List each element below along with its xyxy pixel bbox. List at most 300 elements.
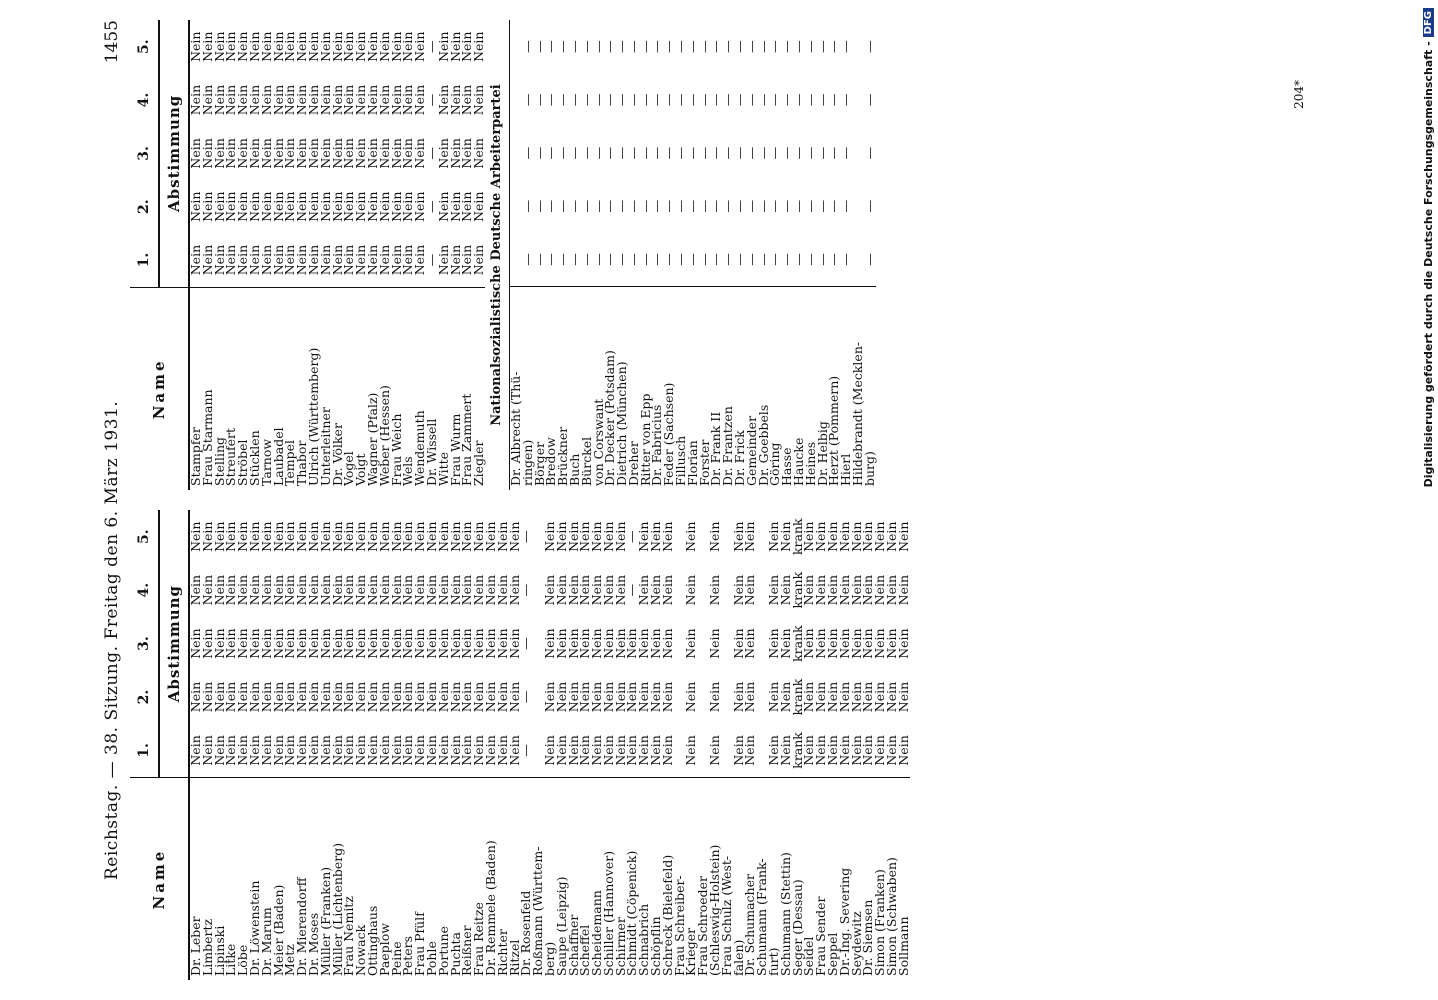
member-name: Frau Schroeder <box>697 778 709 980</box>
vote-cell: Nein <box>659 735 675 766</box>
vote-cell: — <box>543 40 559 53</box>
vote-cell: Nein <box>423 628 439 659</box>
table-row <box>864 20 876 490</box>
vote-cell: — <box>708 93 724 107</box>
vote-cell: Nein <box>447 681 463 713</box>
member-name: Dr. Siemsen <box>862 778 874 980</box>
member-name: Reißner <box>461 778 473 980</box>
vote-cell: Nein <box>884 735 900 766</box>
vote-cell: Nein <box>801 628 817 659</box>
member-name: Florian <box>687 287 699 490</box>
member-name: Tempel <box>284 287 296 490</box>
member-name: Dr.-Ing. Severing <box>839 778 851 980</box>
vote-cell: Nein <box>600 521 616 552</box>
vote-cell: Nein <box>329 681 345 713</box>
vote-cell: Nein <box>294 681 310 713</box>
vote-cell: Nein <box>235 521 251 552</box>
vote-cell: Nein <box>353 574 369 606</box>
member-name: Dr. Fabricius <box>651 287 663 490</box>
vote-cell: Nein <box>742 681 758 713</box>
vote-cell: Nein <box>246 138 262 169</box>
vote-cell: — <box>732 40 748 53</box>
vote-cell: — <box>767 253 783 266</box>
vote-cell: Nein <box>199 138 215 169</box>
vote-cell: — <box>531 253 547 266</box>
vote-cell: Nein <box>211 84 227 116</box>
member-name: Roßmann (Württem- <box>532 778 544 980</box>
vote-cell: — <box>578 253 594 266</box>
vote-cell: Nein <box>612 735 628 766</box>
vote-cell: Nein <box>376 628 392 659</box>
vote-cell: Nein <box>235 138 251 169</box>
vote-cell: Nein <box>282 31 298 62</box>
vote-cell: Nein <box>447 138 463 169</box>
member-name: Dr. Völker <box>332 287 344 490</box>
vote-cell: — <box>625 40 641 53</box>
vote-cell: Nein <box>459 628 475 659</box>
vote-cell: Nein <box>459 521 475 552</box>
member-name: Hierl <box>840 287 852 490</box>
vote-cell: — <box>614 253 630 266</box>
vote-cell: Nein <box>294 138 310 169</box>
vote-cell: krank <box>789 732 805 769</box>
member-name: Stampfer <box>189 287 202 490</box>
vote-cell: Nein <box>766 521 782 552</box>
vote-cell: Nein <box>412 521 428 552</box>
vote-cell: Nein <box>400 191 416 222</box>
vote-cell: Nein <box>294 31 310 62</box>
vote-cell: Nein <box>577 681 593 713</box>
vote-cell: Nein <box>341 84 357 116</box>
vote-cell: — <box>814 253 830 266</box>
vote-cell: Nein <box>659 628 675 659</box>
vote-cell: Nein <box>435 574 451 606</box>
vote-cell: Nein <box>388 628 404 659</box>
vote-cell: — <box>590 93 606 107</box>
member-name: Frau Sender <box>815 778 827 980</box>
member-name: Ulrich (Württemberg) <box>308 287 320 490</box>
vote-cell: Nein <box>589 574 605 606</box>
vote-cell: — <box>590 146 606 160</box>
vote-cell: — <box>423 93 439 107</box>
vote-cell: Nein <box>235 191 251 222</box>
col-header-1: 1. <box>130 233 159 287</box>
vote-cell: Nein <box>317 681 333 713</box>
vote-cell: — <box>755 253 771 266</box>
vote-cell: Nein <box>707 681 723 713</box>
vote-cell: Nein <box>258 191 274 222</box>
col-header-3: 3. <box>130 127 159 180</box>
vote-cell: Nein <box>471 244 487 276</box>
vote-cell: Nein <box>294 574 310 606</box>
vote-cell: Nein <box>447 191 463 222</box>
vote-cell: — <box>602 253 618 266</box>
member-name: Dr. Frank II <box>710 287 722 490</box>
vote-cell: Nein <box>199 681 215 713</box>
vote-cell: Nein <box>223 681 239 713</box>
vote-table-nsdap <box>509 20 876 490</box>
vote-cell: Nein <box>211 138 227 169</box>
member-name: burg) <box>864 287 876 490</box>
vote-cell: Nein <box>836 574 852 606</box>
vote-cell: Nein <box>471 84 487 116</box>
vote-cell: Nein <box>412 31 428 62</box>
member-name: Dr. Rosenfeld <box>520 778 532 980</box>
vote-cell: Nein <box>400 84 416 116</box>
vote-cell: Nein <box>836 735 852 766</box>
vote-cell: Nein <box>813 628 829 659</box>
vote-cell: — <box>543 93 559 107</box>
member-name: Brückner <box>557 287 569 490</box>
vote-cell: — <box>708 146 724 160</box>
vote-cell: Nein <box>730 735 746 766</box>
vote-cell: — <box>767 200 783 213</box>
vote-cell: Nein <box>801 521 817 552</box>
vote-cell: Nein <box>282 735 298 766</box>
member-name: Seidel <box>803 778 815 980</box>
member-name: Nowack <box>355 778 367 980</box>
vote-cell: — <box>696 146 712 160</box>
member-name: Schöpflin <box>650 778 662 980</box>
vote-cell: Nein <box>412 138 428 169</box>
vote-cell: Nein <box>270 735 286 766</box>
vote-cell: Nein <box>506 521 522 552</box>
vote-cell: Nein <box>211 31 227 62</box>
vote-cell: Nein <box>294 735 310 766</box>
member-name: Dr. Albrecht (Thü- <box>509 287 521 490</box>
vote-cell: Nein <box>777 681 793 713</box>
member-name: Vogel <box>343 287 355 490</box>
member-name: Schaffner <box>568 778 580 980</box>
vote-cell: Nein <box>707 628 723 659</box>
member-name: Wels <box>402 287 414 490</box>
vote-cell: — <box>673 40 689 53</box>
vote-cell: Nein <box>848 574 864 606</box>
member-name: Ströbel <box>237 287 249 490</box>
vote-cell: — <box>779 253 795 266</box>
vote-cell: Nein <box>565 681 581 713</box>
member-name: berg) <box>544 778 556 980</box>
vote-cell: Nein <box>648 681 664 713</box>
vote-cell: — <box>708 200 724 213</box>
vote-cell: Nein <box>199 574 215 606</box>
vote-cell: Nein <box>258 138 274 169</box>
vote-cell: — <box>861 40 877 53</box>
vote-cell: Nein <box>777 521 793 552</box>
member-name: Voigt <box>355 287 367 490</box>
member-name: Stelling <box>214 287 226 490</box>
vote-cell: Nein <box>211 574 227 606</box>
vote-cell: Nein <box>766 628 782 659</box>
vote-cell: Nein <box>553 574 569 606</box>
vote-cell: Nein <box>553 628 569 659</box>
vote-cell: Nein <box>447 84 463 116</box>
vote-cell: Nein <box>341 31 357 62</box>
vote-cell: Nein <box>400 574 416 606</box>
vote-cell: Nein <box>742 521 758 552</box>
vote-cell: Nein <box>423 574 439 606</box>
vote-cell: Nein <box>589 681 605 713</box>
vote-cell: Nein <box>471 31 487 62</box>
vote-cell: Nein <box>270 628 286 659</box>
member-name: Dr. Löwenstein <box>249 778 261 980</box>
vote-cell: Nein <box>506 574 522 606</box>
vote-cell: Nein <box>553 735 569 766</box>
vote-cell: — <box>779 146 795 160</box>
vote-cell: Nein <box>435 521 451 552</box>
vote-cell: — <box>732 146 748 160</box>
vote-cell: — <box>838 40 854 53</box>
vote-cell: Nein <box>412 735 428 766</box>
vote-cell: — <box>755 40 771 53</box>
vote-cell: — <box>838 253 854 266</box>
member-name: Forster <box>699 287 711 490</box>
vote-cell: Nein <box>506 628 522 659</box>
member-name: Schumann (Stettin) <box>780 778 792 980</box>
vote-cell: — <box>543 146 559 160</box>
vote-cell: Nein <box>305 31 321 62</box>
vote-cell: Nein <box>235 681 251 713</box>
vote-cell: — <box>743 146 759 160</box>
vote-cell: Nein <box>341 244 357 276</box>
vote-cell: — <box>555 200 571 213</box>
vote-cell: Nein <box>447 521 463 552</box>
vote-cell: Nein <box>459 191 475 222</box>
vote-cell: Nein <box>376 84 392 116</box>
col-header-5: 5. <box>130 510 159 563</box>
vote-cell: Nein <box>317 138 333 169</box>
vote-cell: Nein <box>577 521 593 552</box>
vote-cell: Nein <box>742 735 758 766</box>
member-name: Schiller (Hannover) <box>603 778 615 980</box>
vote-cell: Nein <box>305 191 321 222</box>
vote-cell: — <box>566 146 582 160</box>
member-name: Frau Pfülf <box>414 778 426 980</box>
vote-cell: Nein <box>624 681 640 713</box>
member-name: (Schleswig-Holstein) <box>709 778 721 980</box>
vote-cell: — <box>732 93 748 107</box>
member-name: Fillusch <box>675 287 687 490</box>
col-header-4: 4. <box>130 563 159 616</box>
member-name: Stücklen <box>249 287 261 490</box>
vote-cell: — <box>838 146 854 160</box>
vote-cell: Nein <box>400 628 416 659</box>
vote-cell: — <box>566 93 582 107</box>
member-name: Peine <box>391 778 403 980</box>
vote-cell: — <box>767 93 783 107</box>
vote-cell: Nein <box>541 521 557 552</box>
vote-cell: Nein <box>895 735 911 766</box>
vote-cell: Nein <box>223 84 239 116</box>
member-name: furt) <box>768 778 780 980</box>
vote-cell: Nein <box>766 574 782 606</box>
vote-cell: Nein <box>353 681 369 713</box>
vote-cell: Nein <box>317 244 333 276</box>
vote-cell: — <box>423 40 439 53</box>
vote-cell: Nein <box>188 191 203 222</box>
member-name: Streufert <box>225 287 237 490</box>
vote-cell: Nein <box>435 138 451 169</box>
vote-cell: Nein <box>494 521 510 552</box>
member-name: Unterleitner <box>320 287 332 490</box>
vote-cell: Nein <box>400 244 416 276</box>
vote-cell: Nein <box>235 574 251 606</box>
vote-cell: Nein <box>376 31 392 62</box>
vote-cell: krank <box>789 678 805 716</box>
member-name: Schumann (Frank- <box>756 778 768 980</box>
vote-cell: Nein <box>223 628 239 659</box>
vote-cell: Nein <box>412 191 428 222</box>
vote-cell: krank <box>789 518 805 556</box>
vote-cell: Nein <box>825 735 841 766</box>
member-name: falen) <box>733 778 745 980</box>
member-name: Schreck (Bielefeld) <box>662 778 674 980</box>
member-name: Puchta <box>450 778 462 980</box>
vote-cell: Nein <box>813 574 829 606</box>
vote-cell: — <box>614 40 630 53</box>
vote-cell: — <box>602 146 618 160</box>
vote-cell: Nein <box>895 681 911 713</box>
vote-cell: Nein <box>482 681 498 713</box>
member-name: Dr. Leber <box>189 778 202 980</box>
vote-cell: — <box>519 146 535 160</box>
vote-cell: — <box>423 200 439 213</box>
vote-cell: — <box>519 253 535 266</box>
vote-cell: Nein <box>282 138 298 169</box>
vote-cell: Nein <box>459 681 475 713</box>
vote-cell: Nein <box>329 191 345 222</box>
vote-cell: Nein <box>294 244 310 276</box>
vote-cell: Nein <box>246 191 262 222</box>
vote-cell: Nein <box>577 735 593 766</box>
vote-cell: — <box>602 93 618 107</box>
vote-cell: Nein <box>211 628 227 659</box>
vote-cell: Nein <box>388 574 404 606</box>
vote-cell: — <box>673 93 689 107</box>
vote-cell: Nein <box>884 628 900 659</box>
vote-cell: Nein <box>364 521 380 552</box>
vote-cell: — <box>624 530 640 543</box>
vote-cell: — <box>861 146 877 160</box>
vote-cell: Nein <box>258 244 274 276</box>
vote-cell: Nein <box>388 191 404 222</box>
vote-cell: Nein <box>636 681 652 713</box>
vote-cell: — <box>802 146 818 160</box>
vote-cell: Nein <box>341 735 357 766</box>
vote-cell: Nein <box>848 628 864 659</box>
vote-cell: — <box>518 637 534 650</box>
vote-cell: — <box>779 40 795 53</box>
vote-cell: Nein <box>730 628 746 659</box>
member-name: Tarnow <box>261 287 273 490</box>
name-header: Name <box>130 778 189 980</box>
vote-cell: Nein <box>707 735 723 766</box>
vote-cell: Nein <box>317 628 333 659</box>
vote-cell: Nein <box>825 681 841 713</box>
vote-cell: Nein <box>636 735 652 766</box>
vote-cell: — <box>755 93 771 107</box>
vote-cell: Nein <box>447 628 463 659</box>
vote-cell: Nein <box>400 735 416 766</box>
vote-cell: Nein <box>683 628 699 659</box>
vote-cell: — <box>791 93 807 107</box>
vote-cell: Nein <box>435 84 451 116</box>
vote-cell: Nein <box>353 31 369 62</box>
page-number: 1455 <box>102 20 122 64</box>
vote-cell: — <box>661 93 677 107</box>
vote-cell: Nein <box>223 574 239 606</box>
vote-cell: — <box>743 93 759 107</box>
vote-cell: Nein <box>235 628 251 659</box>
vote-cell: Nein <box>447 244 463 276</box>
vote-cell: Nein <box>447 574 463 606</box>
vote-cell: — <box>791 40 807 53</box>
member-name: Witte <box>438 287 450 490</box>
vote-cell: Nein <box>541 681 557 713</box>
member-name: Löbe <box>237 778 249 980</box>
vote-cell: — <box>590 253 606 266</box>
vote-cell: Nein <box>400 681 416 713</box>
member-name: Dr. Goebbels <box>758 287 770 490</box>
vote-cell: Nein <box>188 244 203 276</box>
vote-cell: Nein <box>353 84 369 116</box>
dfg-logo: DFG <box>1423 8 1434 37</box>
vote-cell: Nein <box>471 574 487 606</box>
vote-cell: — <box>518 690 534 704</box>
vote-cell: Nein <box>270 31 286 62</box>
vote-cell: Nein <box>317 31 333 62</box>
vote-cell: — <box>518 530 534 543</box>
vote-cell: Nein <box>423 681 439 713</box>
vote-cell: — <box>555 253 571 266</box>
vote-cell: Nein <box>364 735 380 766</box>
vote-cell: Nein <box>636 628 652 659</box>
member-name: Frau Weich <box>391 287 403 490</box>
vote-cell: Nein <box>341 191 357 222</box>
vote-cell: Nein <box>895 521 911 552</box>
vote-cell: — <box>531 200 547 213</box>
vote-cell: Nein <box>813 681 829 713</box>
abstimmung-header: Abstimmung <box>159 510 189 778</box>
vote-cell: — <box>566 40 582 53</box>
vote-cell: Nein <box>471 191 487 222</box>
vote-cell: Nein <box>188 628 203 659</box>
member-name: ringen) <box>522 287 534 490</box>
table-row <box>473 20 485 490</box>
vote-cell: Nein <box>353 138 369 169</box>
member-name: Hasse <box>781 287 793 490</box>
vote-cell: — <box>720 93 736 107</box>
vote-cell: — <box>624 583 640 597</box>
vote-cell: Nein <box>683 681 699 713</box>
vote-cell: Nein <box>836 521 852 552</box>
vote-cell: — <box>802 93 818 107</box>
vote-cell: — <box>767 40 783 53</box>
vote-cell: Nein <box>541 574 557 606</box>
member-name: Ziegler <box>473 287 485 490</box>
vote-cell: Nein <box>305 138 321 169</box>
vote-cell: Nein <box>317 191 333 222</box>
vote-cell: Nein <box>305 244 321 276</box>
vote-cell: — <box>625 200 641 213</box>
member-name: von Corswant <box>593 287 605 490</box>
vote-cell: Nein <box>825 521 841 552</box>
col-header-2: 2. <box>130 670 159 723</box>
vote-cell: Nein <box>188 681 203 713</box>
vote-cell: Nein <box>235 31 251 62</box>
vote-cell: Nein <box>305 628 321 659</box>
member-name: Simon (Schwaben) <box>886 778 898 980</box>
